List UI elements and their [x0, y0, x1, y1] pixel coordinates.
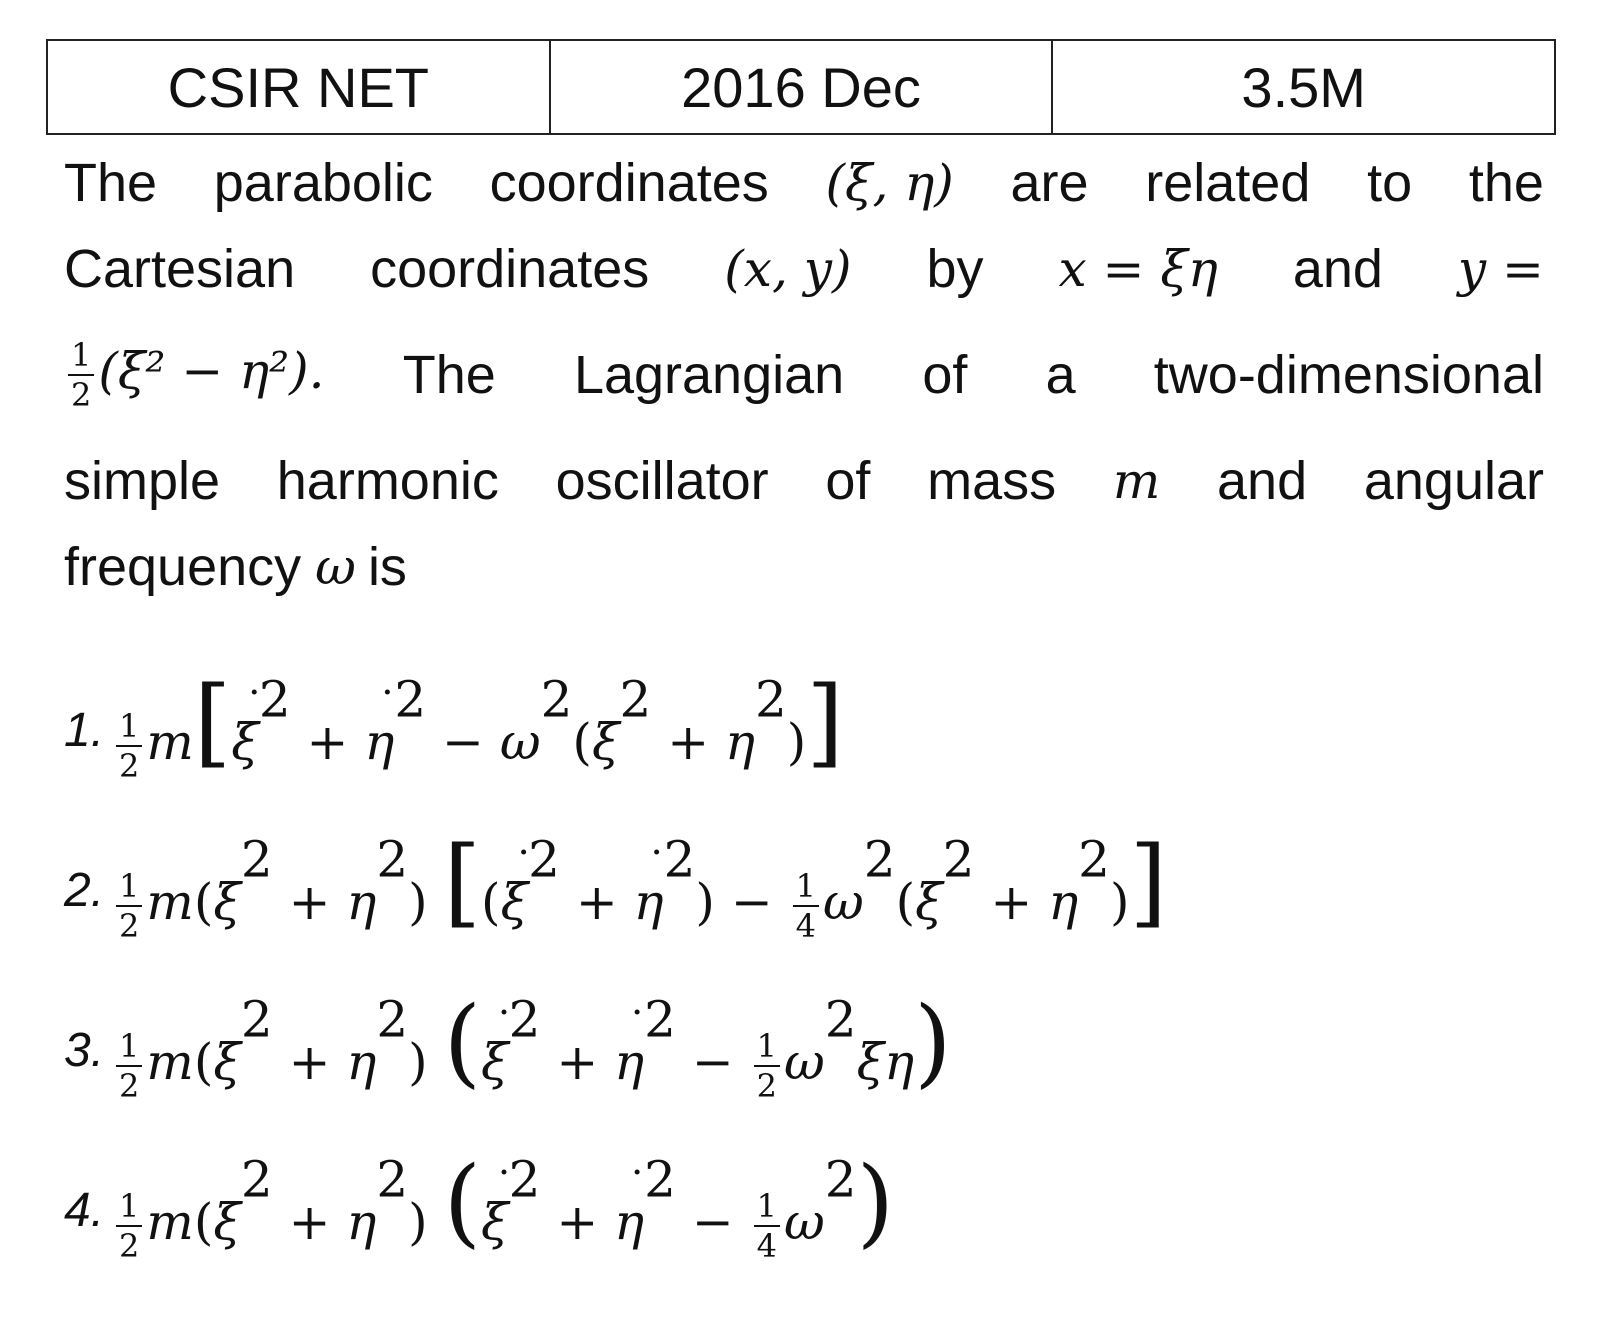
- question-line-1: The parabolic coordinates (ξ, η) are related to the: [64, 153, 1544, 213]
- header-table: [46, 39, 1556, 135]
- omega-symbol: ω: [315, 538, 356, 596]
- options-list: [64, 650, 1544, 1290]
- option-2[interactable]: [64, 810, 1544, 970]
- parabolic-coords: (ξ, η): [825, 154, 954, 212]
- cartesian-coords: (x, y): [724, 240, 852, 298]
- option-expression: $\frac{1}{2}$ $m(\xi^2 + \eta^2)$ (ξ ˙$^2$ + η ˙$^2$ − $\frac{1}{2}$ $\omega^2\xi\eta$): [112, 998, 952, 1102]
- option-1[interactable]: [64, 650, 1544, 810]
- option-expression: $\frac{1}{2}$ $m(\xi^2 + \eta^2)$ (ξ ˙$^2$ + η ˙$^2$ − $\frac{1}{4}$ $\omega^2$): [112, 1158, 894, 1262]
- exam-name: CSIR NET: [167, 55, 430, 119]
- question-text: [64, 140, 1544, 610]
- y-relation-rhs: $\frac{1}{2}$ (ξ² − η²).: [64, 339, 325, 411]
- option-label: 4.: [64, 1183, 105, 1237]
- option-expression: $\frac{1}{2}$ m[ξ ˙$^2$ + η ˙$^2$ − $\omega^2(\xi^2 + \eta^2)$]: [112, 678, 844, 782]
- question-line-5: frequency ω is: [64, 537, 407, 597]
- question-line-4: simple harmonic oscillator of mass m and angular: [64, 451, 1544, 511]
- option-label: 2.: [64, 863, 105, 917]
- option-label: 1.: [64, 703, 105, 757]
- fraction-half: $\frac{1}{2}$: [68, 339, 94, 411]
- option-4[interactable]: [64, 1130, 1544, 1290]
- y-relation: y =: [1457, 240, 1544, 298]
- exam-session: 2016 Dec: [549, 41, 1052, 133]
- option-label: 3.: [64, 1023, 105, 1077]
- question-marks: 3.5M: [1051, 41, 1554, 133]
- question-line-2: Cartesian coordinates (x, y) by x = ξη and y =: [64, 239, 1544, 299]
- question-line-3: $\frac{1}{2}$ (ξ² − η²). The Lagrangian of a two-dimensional: [64, 312, 1544, 438]
- x-relation: x = ξη: [1058, 240, 1218, 298]
- option-3[interactable]: [64, 970, 1544, 1130]
- option-expression: $\frac{1}{2}$ $m(\xi^2 + \eta^2)$ [(ξ ˙$^2$ + η ˙$^2$) − $\frac{1}{4}$ $\omega^2(\xi^2 + \eta^2)$]: [112, 838, 1167, 942]
- mass-symbol: m: [1112, 452, 1161, 510]
